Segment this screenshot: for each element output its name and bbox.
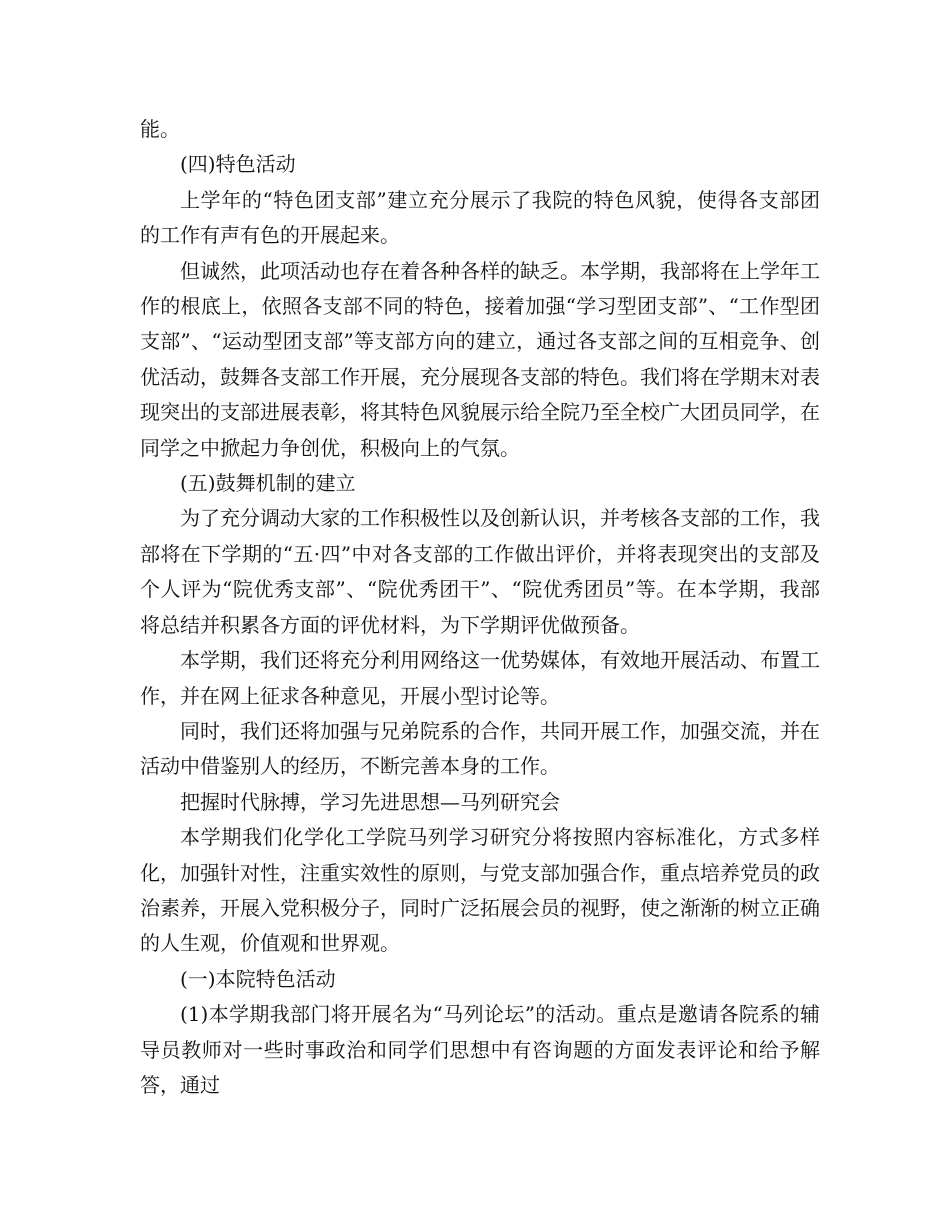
section-heading: (五)鼓舞机制的建立	[180, 471, 356, 496]
paragraph: 同时，我们还将加强与兄弟院系的合作，共同开展工作，加强交流，并在活动中借鉴别人的经历，不断完善本身的工作。	[140, 718, 820, 779]
paragraph: 但诚然，此项活动也存在着各种各样的缺乏。本学期，我部将在上学年工作的根底上，依照各支部不同的特色，接着加强“学习型团支部”、“工作型团支部”、“运动型团支部”等支部方向的建立，通过各支部之间的互相竞争、创优活动，鼓舞各支部工作开展，充分展现各支部的特色。我们将在学期末对表现突出的支部进展表彰，将其特色风貌展示给全院乃至全校广大团员同学，在同学之中掀起力争创优，积极向上的气氛。	[140, 258, 820, 460]
paragraph: 能。	[140, 117, 180, 141]
paragraph: 上学年的“特色团支部”建立充分展示了我院的特色风貌，使得各支部团的工作有声有色的开展起来。	[140, 187, 820, 248]
paragraph: 为了充分调动大家的工作积极性以及创新认识，并考核各支部的工作，我部将在下学期的“五·四”中对各支部的工作做出评价，并将表现突出的支部及个人评为“院优秀支部”、“院优秀团干”、“院优秀团员”等。在本学期，我部将总结并积累各方面的评优材料，为下学期评优做预备。	[140, 506, 820, 637]
section-heading: 把握时代脉搏，学习先进思想—马列研究会	[180, 789, 560, 814]
paragraph: 本学期我们化学化工学院马列学习研究分将按照内容标准化，方式多样化，加强针对性，注重实效性的原则，与党支部加强合作，重点培养党员的政治素养，开展入党积极分子，同时广泛拓展会员的视野，使之渐渐的树立正确的人生观，价值观和世界观。	[140, 825, 820, 956]
document-body	[140, 112, 820, 1103]
section-heading: (一)本院特色活动	[180, 966, 336, 991]
paragraph: (1)本学期我部门将开展名为“马列论坛”的活动。重点是邀请各院系的辅导员教师对一些时事政治和同学们思想中有咨询题的方面发表评论和给予解答，通过	[140, 1002, 820, 1097]
paragraph: 本学期，我们还将充分利用网络这一优势媒体，有效地开展活动、布置工作，并在网上征求各种意见，开展小型讨论等。	[140, 648, 820, 708]
section-heading: (四)特色活动	[180, 152, 296, 177]
